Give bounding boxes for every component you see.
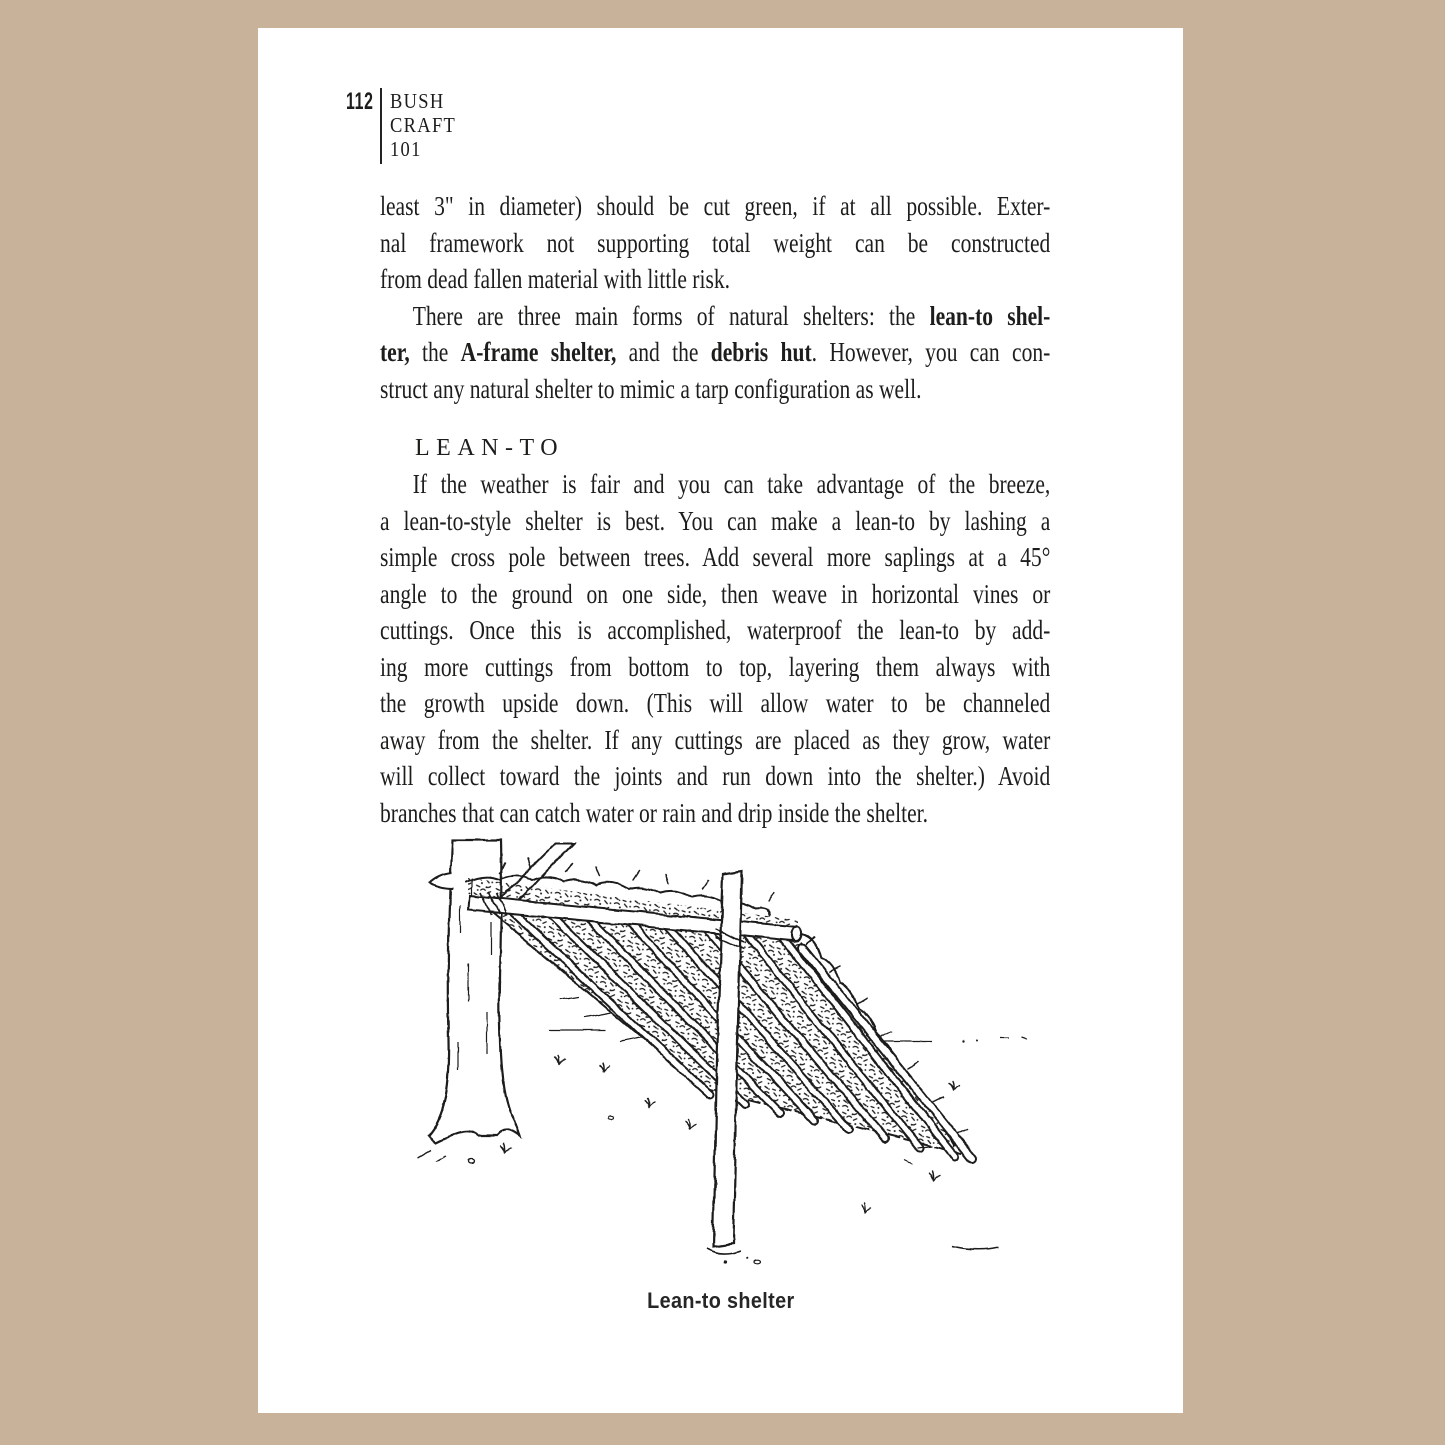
text-segment-bold: debris hut: [710, 337, 812, 367]
text-line: the growth upside down. (This will allow water to be channeled: [380, 688, 1051, 718]
page-number: 112: [346, 88, 374, 115]
text-line: [380, 298, 1050, 335]
text-line: branches that can catch water or rain and drip inside the shelter.: [380, 797, 929, 828]
text-segment-bold: ter,: [380, 337, 410, 367]
text-line: simple cross pole between trees. Add several more saplings at a 45°: [380, 542, 1051, 572]
book-title-line: BUSH: [390, 89, 445, 113]
lean-to-illustration: [415, 838, 1045, 1268]
section-heading: LEAN-TO: [415, 435, 565, 461]
text-line: angle to the ground on one side, then weave in horizontal vines or: [380, 578, 1051, 609]
book-title-line: 101: [390, 137, 422, 161]
figure-caption: Lean-to shelter: [646, 1288, 795, 1313]
text-line: [380, 371, 1050, 408]
text-line: away from the shelter. If any cuttings are placed as they grow, water: [380, 724, 1051, 755]
body-text: [380, 188, 1050, 831]
text-line: least 3" in diameter) should be cut green, if at all possible. Exter-: [380, 191, 1051, 221]
text-line: will collect toward the joints and run down into the shelter.) Avoid: [380, 761, 1051, 791]
text-line: [380, 334, 1050, 371]
book-title: [390, 89, 456, 161]
text-segment: the: [409, 337, 461, 367]
text-line: from dead fallen material with little risk.: [380, 264, 731, 294]
text-line: a lean-to-style shelter is best. You can make a lean-to by lashing a: [380, 505, 1051, 536]
book-title-line: CRAFT: [390, 113, 457, 137]
text-line: cuttings. Once this is accomplished, waterproof the lean-to by add-: [380, 615, 1051, 645]
text-segment: struct any natural shelter to mimic a tarp configuration as well.: [380, 373, 922, 404]
text-segment-bold: A-frame shelter,: [460, 337, 617, 367]
header-divider: [380, 88, 382, 164]
text-segment: There are three main forms of natural shelters: the: [412, 300, 930, 331]
text-line: If the weather is fair and you can take advantage of the breeze,: [412, 469, 1051, 499]
text-line: nal framework not supporting total weight can be constructed: [380, 227, 1051, 258]
text-segment: . However, you can con-: [811, 337, 1051, 367]
book-page: [258, 28, 1183, 1413]
text-segment-bold: lean-to shel-: [929, 300, 1051, 331]
text-segment: and the: [616, 337, 711, 367]
text-line: ing more cuttings from bottom to top, layering them always with: [380, 651, 1051, 682]
